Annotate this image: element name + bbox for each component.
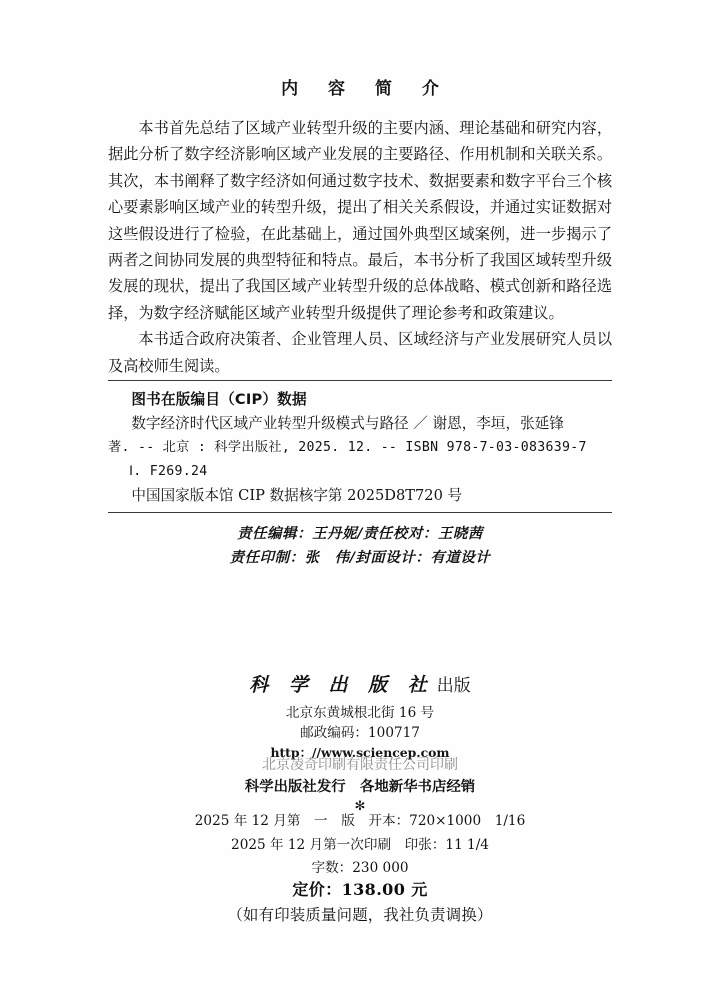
edition-second-line: 2025 年 12 月第一次印刷 印张：11 1/4 — [231, 836, 489, 853]
divider-bottom — [108, 512, 612, 513]
quality-notice: （如有印装质量问题，我社负责调换） — [227, 906, 493, 924]
price-value: 定价：138.00 元 — [292, 880, 428, 899]
printing-section — [108, 754, 612, 815]
cip-archive-line: 中国国家版本馆 CIP 数据核字第 2025D8T720 号 — [131, 487, 463, 504]
credits-production-line: 责任印制：张 伟/封面设计：有道设计 — [229, 549, 491, 566]
edition-first-line: 2025 年 12 月第 一 版 开本：720×1000 1/16 — [194, 813, 526, 829]
cip-data-block — [108, 388, 612, 508]
edition-section — [108, 810, 612, 881]
abstract-paragraph-1: 本书首先总结了区域产业转型升级的主要内涵、理论基础和研究内容，据此分析了数字经济影响区域产业发展的主要路径、作用机制和关联关系。其次，本书阐释了数字经济如何通过数字技术、数据要素和数字平台三个核心要素影响区域产业的转型升级，提出了相关关系假设，并通过实证数据对这些假设进行了检验，在此基础上，通过国外典型区域案例，进一步揭示了两者之间协同发展的典型特征和特点。最后，本书分析了我国区域转型升级发展的现状，提出了我国区域产业转型升级的总体战略、模式创新和路径选择，为数字经济赋能区域产业转型升级提供了理论参考和政策建议。 — [108, 119, 612, 322]
publisher-address: 北京东黄城根北街 16 号 — [285, 705, 435, 721]
cip-classification-line: Ⅰ. F269.24 — [129, 464, 208, 479]
publisher-logo-suffix: 出版 — [436, 676, 471, 696]
publisher-website-link[interactable]: http：//www.sciencep.com — [270, 745, 450, 760]
publisher-logo-name: 科 学 出 版 社 — [249, 674, 434, 696]
word-count: 字数：230 000 — [311, 860, 409, 876]
abstract-paragraph-2: 本书适合政府决策者、企业管理人员、区域经济与产业发展研究人员以及高校师生阅读。 — [108, 330, 612, 375]
publisher-section — [108, 672, 612, 763]
page-title: 内 容 简 介 — [281, 79, 451, 99]
cip-title-author-line: 数字经济时代区域产业转型升级模式与路径 ／ 谢恩，李垣，张延锋 — [131, 415, 564, 432]
price-section — [108, 878, 612, 928]
publisher-logo — [108, 672, 612, 699]
credits-editor-line: 责任编辑：王丹妮/责任校对：王晓茜 — [237, 525, 483, 542]
distribution-line: 科学出版社发行 各地新华书店经销 — [244, 779, 476, 795]
cip-heading: 图书在版编目（CIP）数据 — [131, 391, 307, 408]
abstract-section — [108, 74, 612, 379]
star-separator-icon: ✻ — [354, 799, 366, 814]
publisher-postcode: 邮政编码：100717 — [300, 725, 420, 741]
responsibility-credits — [108, 522, 612, 570]
printer-name: 北京凌奇印刷有限责任公司印刷 — [262, 757, 458, 773]
cip-imprint-line: 著. -- 北京 : 科学出版社, 2025. 12. -- ISBN 978-7-03-083639-7 — [108, 440, 587, 455]
divider-top — [108, 380, 612, 381]
